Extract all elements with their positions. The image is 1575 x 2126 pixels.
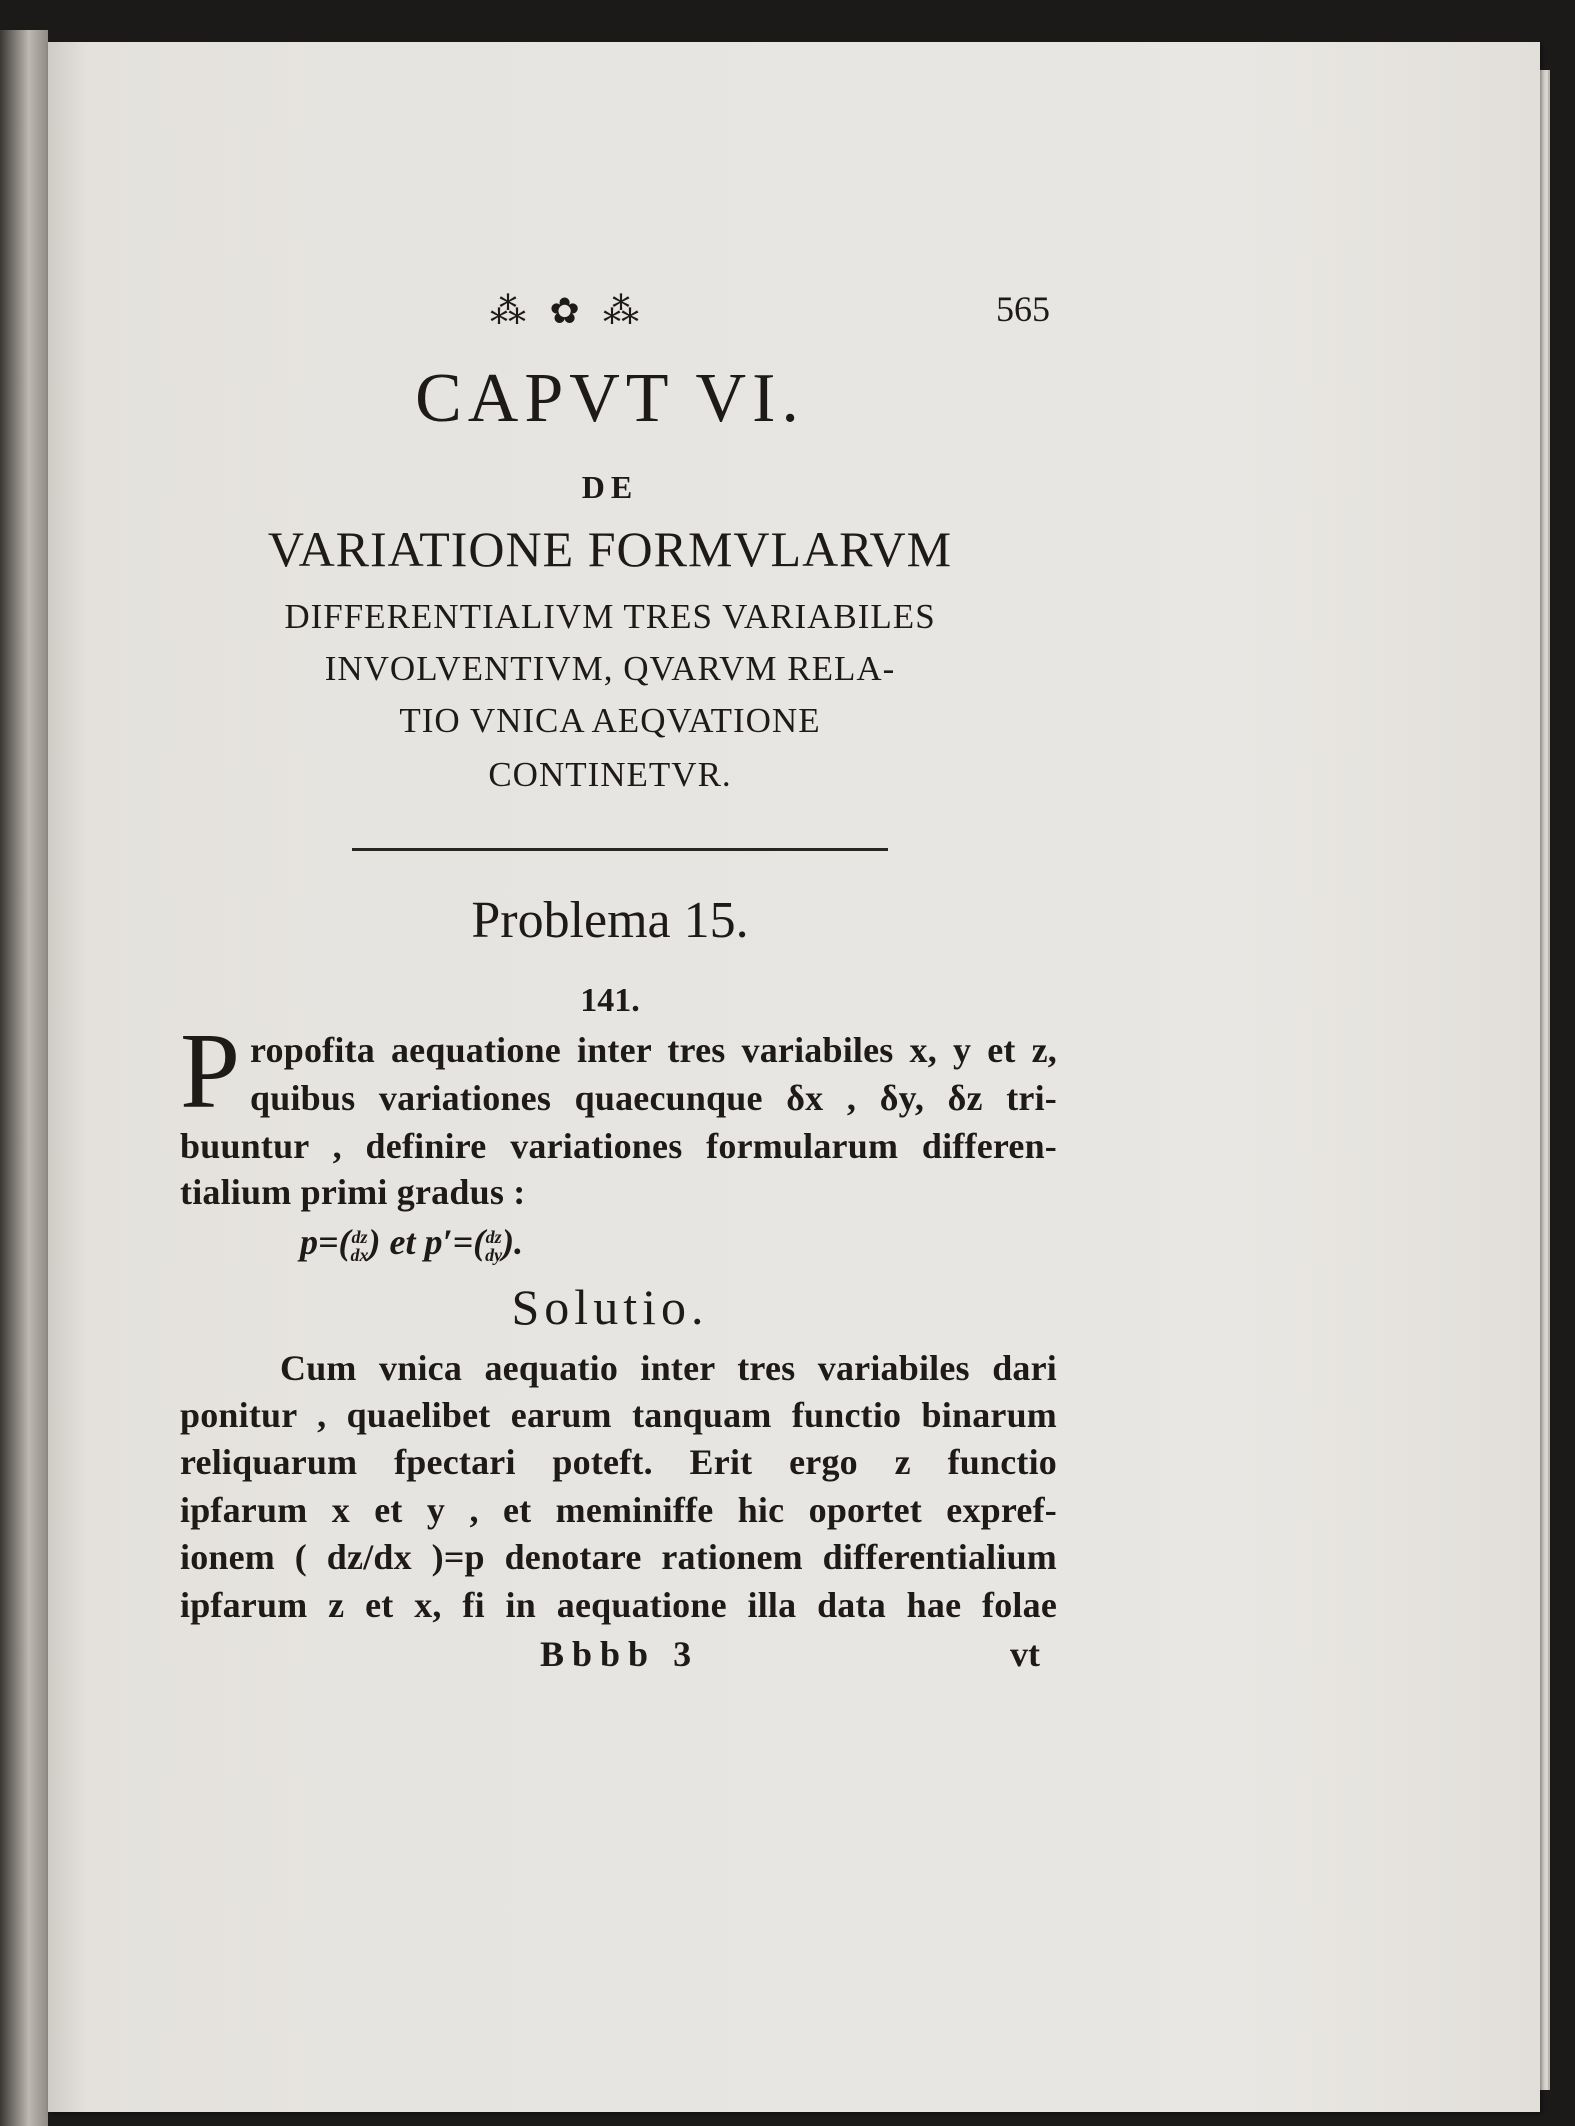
facing-page-edge	[0, 30, 48, 2126]
formula	[300, 1220, 523, 1264]
signature-mark: Bbbb 3	[540, 1634, 700, 1674]
text-line: reliquarum fpectari poteft. Erit ergo z functio	[180, 1442, 1057, 1482]
page-number: 565	[996, 289, 1050, 329]
text-line: tialium primi gradus :	[180, 1172, 526, 1212]
numerator: dz	[351, 1226, 368, 1247]
formula-end: ).	[502, 1222, 524, 1262]
text-line: Cum vnica aequatio inter tres variabiles dari	[280, 1348, 1057, 1388]
text-line: ponitur , quaelibet earum tanquam functio binarum	[180, 1395, 1057, 1435]
solution-heading: Solutio.	[511, 1279, 709, 1335]
chapter-subtitle-line: INVOLVENTIVM, QVARVM RELA-	[324, 649, 896, 688]
text-line: ionem ( dz/dx )=p denotare rationem differentialium	[180, 1537, 1057, 1577]
chapter-subtitle-line: CONTINETVR.	[488, 755, 732, 794]
fraction	[351, 1228, 369, 1264]
text-line: quibus variationes quaecunque δx , δy, δz tri-	[250, 1078, 1057, 1118]
problem-heading: Problema 15.	[471, 892, 749, 949]
fraction	[485, 1228, 502, 1264]
chapter-de: DE	[581, 469, 639, 505]
header-ornament: ⁂ ✿ ⁂	[490, 291, 646, 332]
chapter-subtitle-line: TIO VNICA AEQVATIONE	[399, 701, 821, 740]
text-line: ropofita aequatione inter tres variabiles x, y et z,	[250, 1030, 1057, 1070]
denominator: dy	[485, 1244, 503, 1265]
divider-rule	[352, 848, 888, 851]
numerator: dz	[485, 1226, 502, 1247]
text-line: ipfarum x et y , et meminiffe hic oportet expref-	[180, 1490, 1057, 1530]
catchword: vt	[1010, 1634, 1040, 1674]
drop-cap: P	[180, 1012, 241, 1131]
text-line: ipfarum z et x, fi in aequatione illa data hae folae	[180, 1585, 1057, 1625]
text-line: buuntur , definire variationes formularum differen-	[180, 1126, 1057, 1166]
section-number: 141.	[580, 982, 640, 1019]
formula-et: ) et p′=(	[368, 1222, 486, 1262]
chapter-title: CAPVT VI.	[415, 360, 805, 437]
book-page	[48, 42, 1540, 2112]
chapter-main-title: VARIATIONE FORMVLARVM	[267, 521, 953, 577]
denominator: dx	[350, 1244, 369, 1265]
formula-p: p=(	[300, 1222, 351, 1262]
chapter-subtitle-line: DIFFERENTIALIVM TRES VARIABILES	[284, 597, 936, 636]
